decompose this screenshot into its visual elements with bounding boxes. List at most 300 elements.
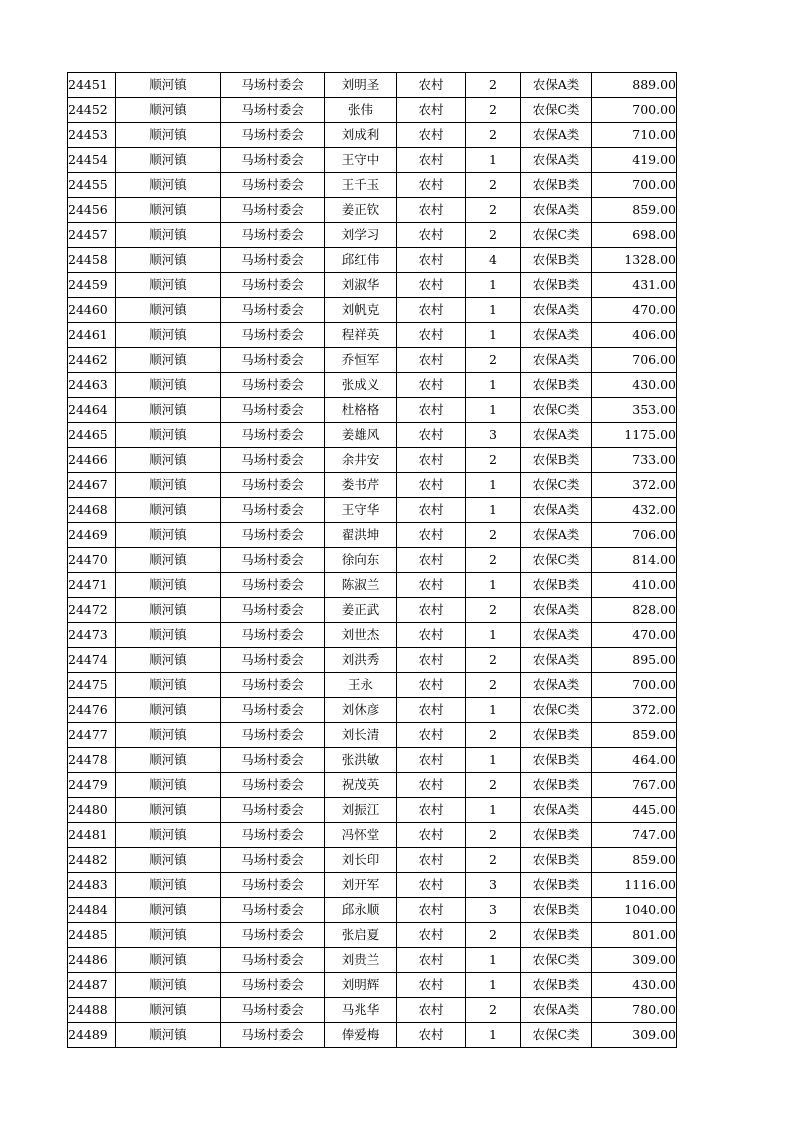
row-id-cell: 24484 bbox=[68, 898, 116, 923]
category-cell: 农保A类 bbox=[521, 148, 592, 173]
committee-cell: 马场村委会 bbox=[221, 123, 325, 148]
category-cell: 农保A类 bbox=[521, 498, 592, 523]
row-id-cell: 24489 bbox=[68, 1023, 116, 1048]
category-cell: 农保B类 bbox=[521, 848, 592, 873]
committee-cell: 马场村委会 bbox=[221, 623, 325, 648]
name-cell: 王守华 bbox=[325, 498, 397, 523]
household-type-cell: 农村 bbox=[397, 498, 466, 523]
member-count-cell: 1 bbox=[466, 373, 521, 398]
town-cell: 顺河镇 bbox=[116, 373, 221, 398]
member-count-cell: 1 bbox=[466, 623, 521, 648]
table-row bbox=[68, 548, 677, 573]
amount-cell: 419.00 bbox=[592, 148, 677, 173]
committee-cell: 马场村委会 bbox=[221, 973, 325, 998]
category-cell: 农保B类 bbox=[521, 873, 592, 898]
household-type-cell: 农村 bbox=[397, 473, 466, 498]
category-cell: 农保A类 bbox=[521, 298, 592, 323]
table-row bbox=[68, 848, 677, 873]
name-cell: 姜正武 bbox=[325, 598, 397, 623]
amount-cell: 410.00 bbox=[592, 573, 677, 598]
name-cell: 邱永顺 bbox=[325, 898, 397, 923]
amount-cell: 353.00 bbox=[592, 398, 677, 423]
committee-cell: 马场村委会 bbox=[221, 673, 325, 698]
household-type-cell: 农村 bbox=[397, 73, 466, 98]
committee-cell: 马场村委会 bbox=[221, 173, 325, 198]
member-count-cell: 1 bbox=[466, 973, 521, 998]
row-id-cell: 24471 bbox=[68, 573, 116, 598]
town-cell: 顺河镇 bbox=[116, 923, 221, 948]
name-cell: 张启夏 bbox=[325, 923, 397, 948]
member-count-cell: 2 bbox=[466, 598, 521, 623]
town-cell: 顺河镇 bbox=[116, 298, 221, 323]
table-row bbox=[68, 823, 677, 848]
member-count-cell: 3 bbox=[466, 423, 521, 448]
row-id-cell: 24463 bbox=[68, 373, 116, 398]
town-cell: 顺河镇 bbox=[116, 523, 221, 548]
category-cell: 农保B类 bbox=[521, 973, 592, 998]
row-id-cell: 24482 bbox=[68, 848, 116, 873]
amount-cell: 706.00 bbox=[592, 348, 677, 373]
committee-cell: 马场村委会 bbox=[221, 248, 325, 273]
name-cell: 刘开军 bbox=[325, 873, 397, 898]
category-cell: 农保A类 bbox=[521, 423, 592, 448]
town-cell: 顺河镇 bbox=[116, 473, 221, 498]
household-type-cell: 农村 bbox=[397, 198, 466, 223]
name-cell: 刘学习 bbox=[325, 223, 397, 248]
category-cell: 农保B类 bbox=[521, 923, 592, 948]
category-cell: 农保A类 bbox=[521, 73, 592, 98]
name-cell: 翟洪坤 bbox=[325, 523, 397, 548]
table-row bbox=[68, 423, 677, 448]
category-cell: 农保B类 bbox=[521, 723, 592, 748]
member-count-cell: 1 bbox=[466, 298, 521, 323]
name-cell: 刘明辉 bbox=[325, 973, 397, 998]
town-cell: 顺河镇 bbox=[116, 398, 221, 423]
table-row bbox=[68, 248, 677, 273]
amount-cell: 859.00 bbox=[592, 198, 677, 223]
table-row bbox=[68, 723, 677, 748]
household-type-cell: 农村 bbox=[397, 248, 466, 273]
amount-cell: 700.00 bbox=[592, 673, 677, 698]
town-cell: 顺河镇 bbox=[116, 173, 221, 198]
row-id-cell: 24486 bbox=[68, 948, 116, 973]
row-id-cell: 24483 bbox=[68, 873, 116, 898]
amount-cell: 309.00 bbox=[592, 948, 677, 973]
member-count-cell: 1 bbox=[466, 798, 521, 823]
table-row bbox=[68, 523, 677, 548]
name-cell: 刘长印 bbox=[325, 848, 397, 873]
town-cell: 顺河镇 bbox=[116, 623, 221, 648]
table-row bbox=[68, 573, 677, 598]
member-count-cell: 1 bbox=[466, 573, 521, 598]
row-id-cell: 24485 bbox=[68, 923, 116, 948]
row-id-cell: 24476 bbox=[68, 698, 116, 723]
table-row bbox=[68, 398, 677, 423]
town-cell: 顺河镇 bbox=[116, 248, 221, 273]
category-cell: 农保B类 bbox=[521, 898, 592, 923]
household-type-cell: 农村 bbox=[397, 848, 466, 873]
household-type-cell: 农村 bbox=[397, 898, 466, 923]
table-row bbox=[68, 198, 677, 223]
household-type-cell: 农村 bbox=[397, 723, 466, 748]
name-cell: 刘帆克 bbox=[325, 298, 397, 323]
category-cell: 农保C类 bbox=[521, 1023, 592, 1048]
table-row bbox=[68, 798, 677, 823]
town-cell: 顺河镇 bbox=[116, 798, 221, 823]
row-id-cell: 24465 bbox=[68, 423, 116, 448]
committee-cell: 马场村委会 bbox=[221, 498, 325, 523]
amount-cell: 432.00 bbox=[592, 498, 677, 523]
amount-cell: 445.00 bbox=[592, 798, 677, 823]
committee-cell: 马场村委会 bbox=[221, 648, 325, 673]
committee-cell: 马场村委会 bbox=[221, 148, 325, 173]
household-type-cell: 农村 bbox=[397, 973, 466, 998]
table-row bbox=[68, 323, 677, 348]
amount-cell: 406.00 bbox=[592, 323, 677, 348]
name-cell: 刘长清 bbox=[325, 723, 397, 748]
household-type-cell: 农村 bbox=[397, 123, 466, 148]
category-cell: 农保C类 bbox=[521, 98, 592, 123]
amount-cell: 706.00 bbox=[592, 523, 677, 548]
name-cell: 娄书芹 bbox=[325, 473, 397, 498]
row-id-cell: 24488 bbox=[68, 998, 116, 1023]
table-row bbox=[68, 873, 677, 898]
row-id-cell: 24464 bbox=[68, 398, 116, 423]
member-count-cell: 1 bbox=[466, 473, 521, 498]
committee-cell: 马场村委会 bbox=[221, 298, 325, 323]
committee-cell: 马场村委会 bbox=[221, 548, 325, 573]
amount-cell: 372.00 bbox=[592, 698, 677, 723]
household-type-cell: 农村 bbox=[397, 348, 466, 373]
table-row bbox=[68, 148, 677, 173]
amount-cell: 828.00 bbox=[592, 598, 677, 623]
name-cell: 杜格格 bbox=[325, 398, 397, 423]
household-type-cell: 农村 bbox=[397, 573, 466, 598]
row-id-cell: 24474 bbox=[68, 648, 116, 673]
town-cell: 顺河镇 bbox=[116, 223, 221, 248]
category-cell: 农保B类 bbox=[521, 173, 592, 198]
committee-cell: 马场村委会 bbox=[221, 398, 325, 423]
member-count-cell: 1 bbox=[466, 148, 521, 173]
name-cell: 姜正钦 bbox=[325, 198, 397, 223]
amount-cell: 801.00 bbox=[592, 923, 677, 948]
committee-cell: 马场村委会 bbox=[221, 1023, 325, 1048]
committee-cell: 马场村委会 bbox=[221, 273, 325, 298]
category-cell: 农保C类 bbox=[521, 548, 592, 573]
member-count-cell: 2 bbox=[466, 923, 521, 948]
town-cell: 顺河镇 bbox=[116, 198, 221, 223]
amount-cell: 372.00 bbox=[592, 473, 677, 498]
name-cell: 陈淑兰 bbox=[325, 573, 397, 598]
row-id-cell: 24470 bbox=[68, 548, 116, 573]
household-type-cell: 农村 bbox=[397, 323, 466, 348]
household-type-cell: 农村 bbox=[397, 648, 466, 673]
amount-cell: 309.00 bbox=[592, 1023, 677, 1048]
row-id-cell: 24472 bbox=[68, 598, 116, 623]
table-row bbox=[68, 298, 677, 323]
row-id-cell: 24462 bbox=[68, 348, 116, 373]
household-type-cell: 农村 bbox=[397, 673, 466, 698]
committee-cell: 马场村委会 bbox=[221, 598, 325, 623]
committee-cell: 马场村委会 bbox=[221, 348, 325, 373]
amount-cell: 470.00 bbox=[592, 298, 677, 323]
town-cell: 顺河镇 bbox=[116, 898, 221, 923]
committee-cell: 马场村委会 bbox=[221, 223, 325, 248]
member-count-cell: 4 bbox=[466, 248, 521, 273]
row-id-cell: 24451 bbox=[68, 73, 116, 98]
town-cell: 顺河镇 bbox=[116, 948, 221, 973]
table-row bbox=[68, 123, 677, 148]
household-type-cell: 农村 bbox=[397, 273, 466, 298]
table-row bbox=[68, 223, 677, 248]
table-row bbox=[68, 348, 677, 373]
category-cell: 农保B类 bbox=[521, 273, 592, 298]
committee-cell: 马场村委会 bbox=[221, 573, 325, 598]
category-cell: 农保B类 bbox=[521, 773, 592, 798]
member-count-cell: 2 bbox=[466, 198, 521, 223]
town-cell: 顺河镇 bbox=[116, 548, 221, 573]
row-id-cell: 24475 bbox=[68, 673, 116, 698]
town-cell: 顺河镇 bbox=[116, 773, 221, 798]
name-cell: 俸爱梅 bbox=[325, 1023, 397, 1048]
category-cell: 农保C类 bbox=[521, 698, 592, 723]
name-cell: 王守中 bbox=[325, 148, 397, 173]
name-cell: 乔恒军 bbox=[325, 348, 397, 373]
household-type-cell: 农村 bbox=[397, 173, 466, 198]
member-count-cell: 2 bbox=[466, 648, 521, 673]
table-row bbox=[68, 98, 677, 123]
amount-cell: 430.00 bbox=[592, 973, 677, 998]
table-row bbox=[68, 648, 677, 673]
committee-cell: 马场村委会 bbox=[221, 423, 325, 448]
town-cell: 顺河镇 bbox=[116, 98, 221, 123]
member-count-cell: 2 bbox=[466, 998, 521, 1023]
member-count-cell: 2 bbox=[466, 673, 521, 698]
table-row bbox=[68, 948, 677, 973]
table-row bbox=[68, 898, 677, 923]
row-id-cell: 24466 bbox=[68, 448, 116, 473]
row-id-cell: 24458 bbox=[68, 248, 116, 273]
category-cell: 农保B类 bbox=[521, 823, 592, 848]
category-cell: 农保A类 bbox=[521, 798, 592, 823]
category-cell: 农保A类 bbox=[521, 123, 592, 148]
member-count-cell: 2 bbox=[466, 823, 521, 848]
town-cell: 顺河镇 bbox=[116, 498, 221, 523]
category-cell: 农保B类 bbox=[521, 248, 592, 273]
row-id-cell: 24477 bbox=[68, 723, 116, 748]
member-count-cell: 1 bbox=[466, 948, 521, 973]
committee-cell: 马场村委会 bbox=[221, 773, 325, 798]
town-cell: 顺河镇 bbox=[116, 73, 221, 98]
member-count-cell: 2 bbox=[466, 348, 521, 373]
table-row bbox=[68, 623, 677, 648]
name-cell: 刘明圣 bbox=[325, 73, 397, 98]
household-type-cell: 农村 bbox=[397, 798, 466, 823]
town-cell: 顺河镇 bbox=[116, 348, 221, 373]
member-count-cell: 2 bbox=[466, 448, 521, 473]
member-count-cell: 2 bbox=[466, 173, 521, 198]
row-id-cell: 24467 bbox=[68, 473, 116, 498]
name-cell: 张伟 bbox=[325, 98, 397, 123]
table-row bbox=[68, 73, 677, 98]
row-id-cell: 24452 bbox=[68, 98, 116, 123]
row-id-cell: 24487 bbox=[68, 973, 116, 998]
member-count-cell: 1 bbox=[466, 323, 521, 348]
committee-cell: 马场村委会 bbox=[221, 823, 325, 848]
category-cell: 农保B类 bbox=[521, 373, 592, 398]
town-cell: 顺河镇 bbox=[116, 148, 221, 173]
table-row bbox=[68, 748, 677, 773]
committee-cell: 马场村委会 bbox=[221, 923, 325, 948]
committee-cell: 马场村委会 bbox=[221, 998, 325, 1023]
household-type-cell: 农村 bbox=[397, 523, 466, 548]
member-count-cell: 2 bbox=[466, 773, 521, 798]
name-cell: 祝茂英 bbox=[325, 773, 397, 798]
name-cell: 刘世杰 bbox=[325, 623, 397, 648]
committee-cell: 马场村委会 bbox=[221, 198, 325, 223]
amount-cell: 700.00 bbox=[592, 173, 677, 198]
amount-cell: 814.00 bbox=[592, 548, 677, 573]
member-count-cell: 2 bbox=[466, 848, 521, 873]
row-id-cell: 24456 bbox=[68, 198, 116, 223]
name-cell: 刘淑华 bbox=[325, 273, 397, 298]
name-cell: 余井安 bbox=[325, 448, 397, 473]
household-type-cell: 农村 bbox=[397, 298, 466, 323]
name-cell: 冯怀堂 bbox=[325, 823, 397, 848]
town-cell: 顺河镇 bbox=[116, 448, 221, 473]
category-cell: 农保C类 bbox=[521, 948, 592, 973]
name-cell: 姜雄风 bbox=[325, 423, 397, 448]
committee-cell: 马场村委会 bbox=[221, 848, 325, 873]
household-type-cell: 农村 bbox=[397, 398, 466, 423]
household-type-cell: 农村 bbox=[397, 998, 466, 1023]
name-cell: 刘贵兰 bbox=[325, 948, 397, 973]
name-cell: 张成义 bbox=[325, 373, 397, 398]
member-count-cell: 1 bbox=[466, 1023, 521, 1048]
town-cell: 顺河镇 bbox=[116, 123, 221, 148]
name-cell: 王永 bbox=[325, 673, 397, 698]
amount-cell: 464.00 bbox=[592, 748, 677, 773]
household-type-cell: 农村 bbox=[397, 873, 466, 898]
amount-cell: 859.00 bbox=[592, 723, 677, 748]
committee-cell: 马场村委会 bbox=[221, 373, 325, 398]
amount-cell: 1175.00 bbox=[592, 423, 677, 448]
member-count-cell: 1 bbox=[466, 273, 521, 298]
name-cell: 刘成利 bbox=[325, 123, 397, 148]
member-count-cell: 1 bbox=[466, 748, 521, 773]
category-cell: 农保B类 bbox=[521, 448, 592, 473]
member-count-cell: 1 bbox=[466, 498, 521, 523]
town-cell: 顺河镇 bbox=[116, 573, 221, 598]
row-id-cell: 24454 bbox=[68, 148, 116, 173]
committee-cell: 马场村委会 bbox=[221, 73, 325, 98]
name-cell: 徐向东 bbox=[325, 548, 397, 573]
table-row bbox=[68, 498, 677, 523]
member-count-cell: 2 bbox=[466, 723, 521, 748]
name-cell: 邱红伟 bbox=[325, 248, 397, 273]
table-row bbox=[68, 473, 677, 498]
member-count-cell: 3 bbox=[466, 873, 521, 898]
committee-cell: 马场村委会 bbox=[221, 748, 325, 773]
category-cell: 农保A类 bbox=[521, 198, 592, 223]
table-row bbox=[68, 998, 677, 1023]
town-cell: 顺河镇 bbox=[116, 598, 221, 623]
table-body bbox=[68, 73, 677, 1048]
amount-cell: 1040.00 bbox=[592, 898, 677, 923]
category-cell: 农保A类 bbox=[521, 323, 592, 348]
amount-cell: 733.00 bbox=[592, 448, 677, 473]
table-row bbox=[68, 448, 677, 473]
table-row bbox=[68, 773, 677, 798]
roster-table bbox=[67, 72, 677, 1048]
household-type-cell: 农村 bbox=[397, 598, 466, 623]
category-cell: 农保A类 bbox=[521, 623, 592, 648]
town-cell: 顺河镇 bbox=[116, 998, 221, 1023]
amount-cell: 698.00 bbox=[592, 223, 677, 248]
row-id-cell: 24473 bbox=[68, 623, 116, 648]
member-count-cell: 2 bbox=[466, 223, 521, 248]
town-cell: 顺河镇 bbox=[116, 673, 221, 698]
table-row bbox=[68, 1023, 677, 1048]
row-id-cell: 24469 bbox=[68, 523, 116, 548]
amount-cell: 1116.00 bbox=[592, 873, 677, 898]
town-cell: 顺河镇 bbox=[116, 423, 221, 448]
table-row bbox=[68, 273, 677, 298]
amount-cell: 430.00 bbox=[592, 373, 677, 398]
amount-cell: 747.00 bbox=[592, 823, 677, 848]
amount-cell: 700.00 bbox=[592, 98, 677, 123]
table-row bbox=[68, 373, 677, 398]
committee-cell: 马场村委会 bbox=[221, 723, 325, 748]
category-cell: 农保C类 bbox=[521, 398, 592, 423]
category-cell: 农保B类 bbox=[521, 573, 592, 598]
amount-cell: 895.00 bbox=[592, 648, 677, 673]
row-id-cell: 24455 bbox=[68, 173, 116, 198]
amount-cell: 1328.00 bbox=[592, 248, 677, 273]
amount-cell: 431.00 bbox=[592, 273, 677, 298]
committee-cell: 马场村委会 bbox=[221, 98, 325, 123]
row-id-cell: 24468 bbox=[68, 498, 116, 523]
name-cell: 马兆华 bbox=[325, 998, 397, 1023]
household-type-cell: 农村 bbox=[397, 948, 466, 973]
row-id-cell: 24459 bbox=[68, 273, 116, 298]
household-type-cell: 农村 bbox=[397, 148, 466, 173]
table-row bbox=[68, 598, 677, 623]
committee-cell: 马场村委会 bbox=[221, 798, 325, 823]
member-count-cell: 2 bbox=[466, 73, 521, 98]
amount-cell: 859.00 bbox=[592, 848, 677, 873]
category-cell: 农保B类 bbox=[521, 748, 592, 773]
category-cell: 农保A类 bbox=[521, 598, 592, 623]
household-type-cell: 农村 bbox=[397, 698, 466, 723]
amount-cell: 780.00 bbox=[592, 998, 677, 1023]
name-cell: 王千玉 bbox=[325, 173, 397, 198]
amount-cell: 889.00 bbox=[592, 73, 677, 98]
member-count-cell: 2 bbox=[466, 548, 521, 573]
name-cell: 刘洪秀 bbox=[325, 648, 397, 673]
household-type-cell: 农村 bbox=[397, 773, 466, 798]
town-cell: 顺河镇 bbox=[116, 273, 221, 298]
town-cell: 顺河镇 bbox=[116, 748, 221, 773]
household-type-cell: 农村 bbox=[397, 223, 466, 248]
town-cell: 顺河镇 bbox=[116, 648, 221, 673]
name-cell: 程祥英 bbox=[325, 323, 397, 348]
name-cell: 刘振江 bbox=[325, 798, 397, 823]
household-type-cell: 农村 bbox=[397, 823, 466, 848]
household-type-cell: 农村 bbox=[397, 423, 466, 448]
committee-cell: 马场村委会 bbox=[221, 948, 325, 973]
amount-cell: 710.00 bbox=[592, 123, 677, 148]
